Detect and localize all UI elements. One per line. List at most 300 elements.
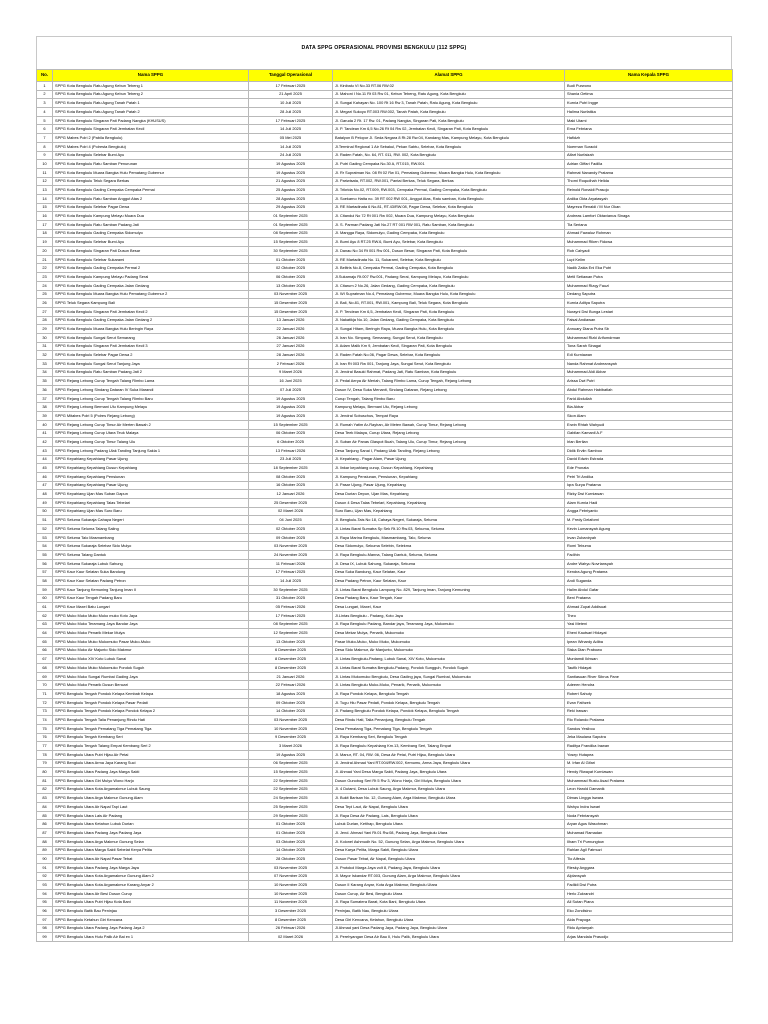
cell-no: 78 bbox=[37, 750, 53, 759]
cell-tanggal-operasional: 29 Agustus 2025 bbox=[249, 203, 333, 212]
cell-nama-kepala-sppg: Herlo Zukrandri bbox=[565, 889, 733, 898]
cell-alamat-sppg: Curup Tengah, Talang Rimbo Baru bbox=[333, 394, 565, 403]
cell-nama-sppg: SPPG Kota Bengkulu Ratu Agung Kebun Tebeng 2 bbox=[53, 90, 249, 99]
cell-nama-kepala-sppg: Fadihin bbox=[565, 551, 733, 560]
cell-tanggal-operasional: 07 Juli 2025 bbox=[249, 386, 333, 395]
table-row bbox=[37, 368, 733, 377]
cell-nama-sppg: SPPG Kota Bengkulu Ratu Agung Tanah Patah 2 bbox=[53, 108, 249, 117]
cell-nama-kepala-sppg: Muhammad Riken Fidowa bbox=[565, 238, 733, 247]
table-row bbox=[37, 168, 733, 177]
cell-nama-sppg: SPPG Kepahiang Kepahiang Talas Tebelari bbox=[53, 499, 249, 508]
cell-tanggal-operasional: 8 Desember 2025 bbox=[249, 916, 333, 925]
cell-nama-kepala-sppg: Leon Harold Damanik bbox=[565, 785, 733, 794]
table-row bbox=[37, 99, 733, 108]
cell-alamat-sppg: Desa Karya Pelita, Marga Sakti, Bengkulu Utara bbox=[333, 846, 565, 855]
cell-tanggal-operasional: 15 Desember 2025 bbox=[249, 307, 333, 316]
cell-alamat-sppg: Jl. 4 Dutami, Desa Lubuk Saung, Arga Makmur, Bengkulu Utara bbox=[333, 785, 565, 794]
cell-no: 67 bbox=[37, 655, 53, 664]
cell-nama-sppg: SPPG Muko Muko XIV Koto Lubuk Sanai bbox=[53, 655, 249, 664]
cell-no: 62 bbox=[37, 611, 53, 620]
cell-tanggal-operasional: 08 September 2025 bbox=[249, 620, 333, 629]
cell-nama-sppg: SPPG Rejang Lebong Bermani Ulu Kampung Melayu bbox=[53, 403, 249, 412]
cell-nama-sppg: SPPG Bengkulu Utara Lais Air Padang bbox=[53, 811, 249, 820]
cell-no: 72 bbox=[37, 698, 53, 707]
cell-alamat-sppg: Jl. Lintas Barat Bengkulu Lampung No. 829, Tanjung Iman, Tanjung Kemuning bbox=[333, 585, 565, 594]
cell-nama-kepala-sppg: Hendy Riwayat Kurniawan bbox=[565, 768, 733, 777]
cell-tanggal-operasional: 3 Maret 2026 bbox=[249, 742, 333, 751]
cell-alamat-sppg: Jl. Raya Desa Air Padang, Lais, Bengkulu Utara bbox=[333, 811, 565, 820]
cell-tanggal-operasional: 28 Juli 2025 bbox=[249, 108, 333, 117]
cell-no: 64 bbox=[37, 629, 53, 638]
cell-alamat-sppg: Jl Ahmad yani Desa Padang Jaya, Padang Jaya, Bengkulu Utara bbox=[333, 924, 565, 933]
table-row bbox=[37, 360, 733, 369]
table-row bbox=[37, 664, 733, 673]
cell-tanggal-operasional: 06 Oktober 2025 bbox=[249, 273, 333, 282]
cell-nama-kepala-sppg: Gabilan Kamanil A.F bbox=[565, 429, 733, 438]
table-row bbox=[37, 481, 733, 490]
cell-nama-kepala-sppg: Rizky Dwi Kurniawan bbox=[565, 490, 733, 499]
table-row bbox=[37, 325, 733, 334]
table-row bbox=[37, 933, 733, 942]
table-row bbox=[37, 768, 733, 777]
cell-nama-sppg: SPPG Bengkulu Tengah Talang Empat Kembang Seri 2 bbox=[53, 742, 249, 751]
cell-alamat-sppg: Jl. Bukit Barisan No. 12, Gunung Alam, Arga Makmur, Bengkulu Utara bbox=[333, 794, 565, 803]
cell-nama-kepala-sppg: M. Fredy Delaforni bbox=[565, 516, 733, 525]
table-row bbox=[37, 646, 733, 655]
cell-tanggal-operasional: 03 November 2025 bbox=[249, 716, 333, 725]
cell-alamat-sppg: Desa Teek Malaya, Curup Utara, Rejang Lebong bbox=[333, 429, 565, 438]
cell-no: 8 bbox=[37, 142, 53, 151]
cell-tanggal-operasional: 19 Agustus 2025 bbox=[249, 168, 333, 177]
cell-nama-kepala-sppg: Budi Purwono bbox=[565, 82, 733, 91]
cell-tanggal-operasional: 01 Oktober 2025 bbox=[249, 255, 333, 264]
cell-nama-kepala-sppg: Iqra Surya Pratama bbox=[565, 481, 733, 490]
cell-tanggal-operasional: 14 Oktober 2025 bbox=[249, 707, 333, 716]
cell-nama-sppg: SPPG Bengkulu Batik Bau Peninjau bbox=[53, 907, 249, 916]
cell-alamat-sppg: Jl.Lintas Bengkulu - Padang, Koto Jaya bbox=[333, 611, 565, 620]
cell-no: 32 bbox=[37, 351, 53, 360]
cell-nama-sppg: SPPG Kaur Tanjung Kemuning Tanjung Iman II bbox=[53, 585, 249, 594]
cell-nama-sppg: SPPG Muko Muko Sungai Rumbai Gading Jaya bbox=[53, 672, 249, 681]
cell-nama-sppg: SPPG Kota Bengkulu Singaran Pati Jembatan Kecil 3 bbox=[53, 342, 249, 351]
cell-nama-sppg: SPPG Seluma Talang Dantuk bbox=[53, 551, 249, 560]
cell-nama-sppg: SPPG Bengkulu Utara Padang Jaya Padang Jaya 2 bbox=[53, 924, 249, 933]
table-row bbox=[37, 134, 733, 143]
cell-alamat-sppg: Jl. Raya Bengkulu Padang, Bandar jaya, Teramang Jaya, Mukomuko bbox=[333, 620, 565, 629]
cell-nama-sppg: SPPG Bengkulu Ketahun Giri Kencana bbox=[53, 916, 249, 925]
cell-nama-sppg: SPPG Kepahiang Ujan Mas Suban Dapun bbox=[53, 490, 249, 499]
cell-nama-sppg: SPPG Kota Bengkulu Gading Cempaka Jalan Gedang bbox=[53, 281, 249, 290]
table-row bbox=[37, 316, 733, 325]
cell-no: 86 bbox=[37, 820, 53, 829]
cell-nama-sppg: SPPG Kota Bengkulu Kampung Melayu Muara Dua bbox=[53, 212, 249, 221]
cell-tanggal-operasional: 14 Juli 2025 bbox=[249, 142, 333, 151]
table-row bbox=[37, 907, 733, 916]
cell-alamat-sppg: Jl. Pariwisata, RT.002, RW.001, Pantai Berkas, Teluk Segara, Berkas bbox=[333, 177, 565, 186]
cell-nama-sppg: SPPG Bengkulu Utara Kota Argamakmur Karang Anyar 2 bbox=[53, 881, 249, 890]
cell-tanggal-operasional: 9 Maret 2026 bbox=[249, 368, 333, 377]
cell-nama-kepala-sppg: Andi Suganda bbox=[565, 577, 733, 586]
table-row bbox=[37, 855, 733, 864]
cell-tanggal-operasional: 13 Januari 2026 bbox=[249, 316, 333, 325]
cell-no: 33 bbox=[37, 360, 53, 369]
cell-nama-sppg: SPPG Kota Bengkulu Sungai Serut Tanjung Jaya bbox=[53, 360, 249, 369]
cell-tanggal-operasional: 01 Oktober 2025 bbox=[249, 829, 333, 838]
cell-nama-kepala-sppg: Reinold Ronaldi Prasojo bbox=[565, 186, 733, 195]
cell-nama-kepala-sppg: Annuary Diana Putra Sb bbox=[565, 325, 733, 334]
cell-tanggal-operasional: 03 November 2025 bbox=[249, 290, 333, 299]
cell-alamat-sppg: Jl. RE Martadinata No. 11, Sukarami, Selebar, Kota Bengkulu bbox=[333, 255, 565, 264]
cell-tanggal-operasional: 04 Juni 2025 bbox=[249, 516, 333, 525]
cell-nama-kepala-sppg: Rio Rolando Pratama bbox=[565, 716, 733, 725]
cell-tanggal-operasional: 29 September 2025 bbox=[249, 811, 333, 820]
cell-tanggal-operasional: 02 Maret 2026 bbox=[249, 933, 333, 942]
table-row bbox=[37, 264, 733, 273]
cell-nama-kepala-sppg: Ahmad Fawaluz Rohman bbox=[565, 229, 733, 238]
cell-tanggal-operasional: 01 September 2025 bbox=[249, 221, 333, 230]
cell-tanggal-operasional: 10 Juli 2025 bbox=[249, 99, 333, 108]
cell-alamat-sppg: Jl. Lintas Bengkulu Muko-Muko, Penarik, Penarik, Mukomuko bbox=[333, 681, 565, 690]
cell-no: 69 bbox=[37, 672, 53, 681]
cell-no: 40 bbox=[37, 420, 53, 429]
cell-nama-sppg: SPPG Bengkulu Utara Putri Hijau Air Petai bbox=[53, 750, 249, 759]
cell-nama-sppg: SPPG Kota Bengkulu Selebar Bumi Ayu bbox=[53, 238, 249, 247]
cell-nama-sppg: SPPG Bengkulu Tengah Pondok Kelapa Pondok Kelapa 2 bbox=[53, 707, 249, 716]
cell-nama-kepala-sppg: Erna Febriana bbox=[565, 125, 733, 134]
cell-nama-kepala-sppg: Didik Erviin Samboo bbox=[565, 446, 733, 455]
cell-no: 44 bbox=[37, 455, 53, 464]
cell-alamat-sppg: Jl.Sukamaju Rt.007 Rw.001, Padang Serai, Kampung Melayu, Kota Bengkulu bbox=[333, 273, 565, 282]
cell-tanggal-operasional: 24 November 2025 bbox=[249, 551, 333, 560]
cell-tanggal-operasional: 28 Januari 2026 bbox=[249, 351, 333, 360]
cell-no: 63 bbox=[37, 620, 53, 629]
cell-nama-kepala-sppg: Romi Tebuma bbox=[565, 542, 733, 551]
cell-alamat-sppg: Jl. Bumi Ayu 8 RT.25 RW.6, Bumi Ayu, Selebar, Kota Bengkulu bbox=[333, 238, 565, 247]
document-title-row bbox=[36, 36, 732, 59]
cell-no: 15 bbox=[37, 203, 53, 212]
cell-nama-kepala-sppg: Edi Kurniawan bbox=[565, 351, 733, 360]
cell-no: 82 bbox=[37, 785, 53, 794]
cell-tanggal-operasional: 05 Februari 2026 bbox=[249, 603, 333, 612]
cell-nama-kepala-sppg: Yosep Hutapea bbox=[565, 750, 733, 759]
cell-alamat-sppg: Jl. Mangga Raya, Sidomulyo, Gading Cempaka, Kota Bengkulu bbox=[333, 229, 565, 238]
cell-alamat-sppg: Jl. Sungai Hitam, Beringin Raya, Muara Bangka Hulu, Kota Bengkulu bbox=[333, 325, 565, 334]
cell-alamat-sppg: Jl. Kolonel Ashmudh No. 52, Gunung Selan, Arga Makmur, Bengkulu Utara bbox=[333, 837, 565, 846]
cell-tanggal-operasional: 27 Januari 2026 bbox=[249, 342, 333, 351]
cell-nama-sppg: SPPG Kota Bengkulu Selebar Sukarami bbox=[53, 255, 249, 264]
cell-no: 47 bbox=[37, 481, 53, 490]
cell-no: 79 bbox=[37, 759, 53, 768]
cell-alamat-sppg: Desa Giri Kencana, Ketahun, Bengkulu Utara bbox=[333, 916, 565, 925]
cell-alamat-sppg: Jl. Raya Pondok Kelapa, Bengkulu Tengah bbox=[333, 690, 565, 699]
cell-no: 60 bbox=[37, 594, 53, 603]
cell-nama-kepala-sppg: Theo bbox=[565, 611, 733, 620]
cell-alamat-sppg: Desa Sidomulyo, Sekuma Selebin, Selekma bbox=[333, 542, 565, 551]
table-row bbox=[37, 672, 733, 681]
table-row bbox=[37, 742, 733, 751]
cell-nama-sppg: SPPG Kota Bengkulu Muara Bangka Hulu Pematang Gubernur bbox=[53, 168, 249, 177]
cell-nama-sppg: SPPG Kota Bengkulu Gading Cempaka Cempaka Permai bbox=[53, 186, 249, 195]
cell-nama-sppg: SPPG Teluk Segara Kampung Bali bbox=[53, 299, 249, 308]
cell-no: 3 bbox=[37, 99, 53, 108]
cell-tanggal-operasional: 3 Desember 2025 bbox=[249, 907, 333, 916]
table-row bbox=[37, 307, 733, 316]
cell-no: 99 bbox=[37, 933, 53, 942]
cell-nama-sppg: SPPG Rejang Lebong Curup Timur Talang Ulu bbox=[53, 438, 249, 447]
cell-alamat-sppg: Jl. Raya Bengkulu-Manna, Talang Dantuk, Seluma, Seluma bbox=[333, 551, 565, 560]
cell-alamat-sppg: Jl. RE Martadinata 6 No.81, RT.43/RW.08, Pagar Dewa, Selebar, Kota Bengkulu bbox=[333, 203, 565, 212]
cell-no: 48 bbox=[37, 490, 53, 499]
cell-alamat-sppg: Peninjau, Batik Nau, Bengkulu Utara bbox=[333, 907, 565, 916]
table-row bbox=[37, 377, 733, 386]
cell-no: 2 bbox=[37, 90, 53, 99]
cell-nama-kepala-sppg: Ahmad Zupat Addisuat bbox=[565, 603, 733, 612]
cell-no: 55 bbox=[37, 551, 53, 560]
table-row bbox=[37, 116, 733, 125]
cell-alamat-sppg: Jl. Bali, No.81, RT.001, RW.001, Kampung Bali, Teluk Segara, Kota Bengkulu bbox=[333, 299, 565, 308]
cell-nama-kepala-sppg: Fadildi Dwi Putra bbox=[565, 881, 733, 890]
cell-nama-sppg: SPPG Muko Muko Penarik Dusun Bencari bbox=[53, 681, 249, 690]
cell-nama-kepala-sppg: Bia Akbar bbox=[565, 403, 733, 412]
cell-alamat-sppg: Jl. linkar kepahiang curup, Dusun Kepahiang, Kepahiang bbox=[333, 464, 565, 473]
table-row bbox=[37, 733, 733, 742]
cell-nama-sppg: SPPG Kota Bengkulu Muara Bangka Hulu Pematang Gubernur 2 bbox=[53, 290, 249, 299]
cell-nama-kepala-sppg: Santiasuan River Sibrus Pane bbox=[565, 672, 733, 681]
cell-tanggal-operasional: 17 Februari 2025 bbox=[249, 82, 333, 91]
table-row bbox=[37, 455, 733, 464]
cell-alamat-sppg: Jl. Iran Rt 003 Rw 001, Tanjung Jaya, Sungai Serut, Kota Bengkulu bbox=[333, 360, 565, 369]
cell-alamat-sppg: Dusun Curup, Air Besi, Bengkulu Utara bbox=[333, 889, 565, 898]
document-body bbox=[36, 36, 732, 942]
cell-nama-sppg: SPPG Kota Bengkulu Singaran Pati Dusun Besar bbox=[53, 247, 249, 256]
cell-nama-sppg: SPPG Bengkulu Utara Arga Makmur Gunung Selan bbox=[53, 837, 249, 846]
title-spacer bbox=[36, 59, 732, 69]
cell-tanggal-operasional: 10 November 2025 bbox=[249, 724, 333, 733]
cell-alamat-sppg: Pasar Muko-Muko, Muko Muko, Mukomuko bbox=[333, 638, 565, 647]
cell-nama-kepala-sppg: Abdul Rahman Habibatlah bbox=[565, 386, 733, 395]
cell-nama-sppg: SPPG Kaur Kaur Selatan Padang Petron bbox=[53, 577, 249, 586]
cell-tanggal-operasional: 13 Oktober 2025 bbox=[249, 281, 333, 290]
table-row bbox=[37, 403, 733, 412]
cell-tanggal-operasional: 08 Oktober 2025 bbox=[249, 472, 333, 481]
cell-no: 10 bbox=[37, 160, 53, 169]
cell-no: 30 bbox=[37, 333, 53, 342]
table-row bbox=[37, 160, 733, 169]
table-row bbox=[37, 750, 733, 759]
cell-no: 18 bbox=[37, 229, 53, 238]
cell-tanggal-operasional: 08 September 2025 bbox=[249, 229, 333, 238]
cell-alamat-sppg: Desa Padang Baru, Kaur Tengah, Kaur bbox=[333, 594, 565, 603]
cell-nama-sppg: SPPG Kota Bengkulu Singaran Pati Jembatan Kecil bbox=[53, 125, 249, 134]
cell-tanggal-operasional: 22 September 2025 bbox=[249, 785, 333, 794]
cell-alamat-sppg: Jl. Rumah Yatim Ar-Rayhan, Air Meten Bawah, Curup Timur, Rejang Lebong bbox=[333, 420, 565, 429]
cell-tanggal-operasional: 14 Oktober 2025 bbox=[249, 846, 333, 855]
cell-alamat-sppg: Desa Mekar Mulya, Penarik, Mukomuko bbox=[333, 629, 565, 638]
cell-nama-kepala-sppg: Ilham Tri Purnungtow bbox=[565, 837, 733, 846]
cell-no: 17 bbox=[37, 221, 53, 230]
cell-alamat-sppg: Jl. Bengkulu-Tais No 18, Cahaya Negeri, Sukaraja, Seluma bbox=[333, 516, 565, 525]
cell-nama-kepala-sppg: Muhammad Rustu Asad Pratama bbox=[565, 777, 733, 786]
table-row bbox=[37, 551, 733, 560]
cell-nama-sppg: SPPG Muko Muko Muko Mukomuko Pondok Suguh bbox=[53, 664, 249, 673]
cell-alamat-sppg: Jl. Tugu Hiu Pasar Pedati, Pondok Kelapa, Bengkulu Tengah bbox=[333, 698, 565, 707]
cell-nama-sppg: SPPG Kota Bengkulu Ratu Agung Kebun Tebeng 1 bbox=[53, 82, 249, 91]
cell-no: 16 bbox=[37, 212, 53, 221]
cell-no: 28 bbox=[37, 316, 53, 325]
cell-alamat-sppg: Jl. Lintas Bengkulu-Padang, Lubuk Sanai, XIV Koto, Mukomuko bbox=[333, 655, 565, 664]
cell-nama-kepala-sppg: Beni Pratama bbox=[565, 594, 733, 603]
cell-tanggal-operasional: 15 September 2025 bbox=[249, 238, 333, 247]
cell-nama-kepala-sppg: Andreas Lamfort Oktavianus Sinaga bbox=[565, 212, 733, 221]
table-row bbox=[37, 759, 733, 768]
cell-alamat-sppg: Jl. Raya Bengkulu Kepahiang Km.13, Kembang Seri, Talang Empat bbox=[333, 742, 565, 751]
table-row bbox=[37, 142, 733, 151]
cell-nama-sppg: SPPG Bengkulu Utara Putri Hijau Kota Bani bbox=[53, 898, 249, 907]
column-header-nama-sppg: Nama SPPG bbox=[53, 70, 249, 82]
table-row bbox=[37, 594, 733, 603]
column-header-tanggal-operasional: Tanggal Operasional bbox=[249, 70, 333, 82]
cell-alamat-sppg: Jl. Rr Supratman No. 08 Rt 02 Rw 01, Pematang Gubernur, Muara Bangka Hulu, Kota Bengkulu bbox=[333, 168, 565, 177]
cell-no: 39 bbox=[37, 412, 53, 421]
cell-nama-sppg: SPPG Kaur Maxel Batu Lungari bbox=[53, 603, 249, 612]
cell-nama-kepala-sppg: Noerman Suracid bbox=[565, 142, 733, 151]
table-row bbox=[37, 394, 733, 403]
cell-alamat-sppg: Lubuk Durian, Ketihap, Bengkulu Utara bbox=[333, 820, 565, 829]
cell-no: 85 bbox=[37, 811, 53, 820]
cell-no: 66 bbox=[37, 646, 53, 655]
cell-tanggal-operasional: 06 Oktober 2025 bbox=[249, 429, 333, 438]
cell-nama-sppg: SPPG Rejang Lebong Curup Tengah Talang Rimbo Baru bbox=[53, 394, 249, 403]
table-row bbox=[37, 90, 733, 99]
cell-nama-kepala-sppg: Alam Kurnia Hadi bbox=[565, 499, 733, 508]
table-row bbox=[37, 542, 733, 551]
cell-no: 96 bbox=[37, 907, 53, 916]
cell-tanggal-operasional: 02 Oktober 2025 bbox=[249, 264, 333, 273]
cell-alamat-sppg: Dusun Pasar Tebat, Air Napal, Bengkulu Utara bbox=[333, 855, 565, 864]
cell-nama-sppg: SPPG Mabes Polri 2 (Pabila Bengkulu) bbox=[53, 134, 249, 143]
table-row bbox=[37, 559, 733, 568]
table-row bbox=[37, 690, 733, 699]
cell-nama-kepala-sppg: Nanda Rahmat Andreansyah bbox=[565, 360, 733, 369]
cell-alamat-sppg: Jl. Lintas Barat Sumatra Bengkulu-Padang, Pondok Sungguh, Pondok Suguh bbox=[333, 664, 565, 673]
cell-tanggal-operasional: 24 September 2025 bbox=[249, 794, 333, 803]
cell-no: 42 bbox=[37, 438, 53, 447]
cell-nama-kepala-sppg: Nadik Zakia Eni Eka Putri bbox=[565, 264, 733, 273]
table-row bbox=[37, 577, 733, 586]
cell-no: 93 bbox=[37, 881, 53, 890]
cell-alamat-sppg: Jl. Soekarno Hatta no. 39 RT 002 RW 001, Anggut Atas, Ratu samban, Kota Bengkulu bbox=[333, 194, 565, 203]
cell-nama-sppg: SPPG Rejang Lebong Curup Utara Teuk Malaya bbox=[53, 429, 249, 438]
cell-nama-sppg: SPPG Bengkulu Tengah Pematang Tiga Pematang Tiga bbox=[53, 724, 249, 733]
cell-nama-kepala-sppg: Tio Alfesia bbox=[565, 855, 733, 864]
cell-nama-sppg: SPPG Seluma Sukaraja Selebar Sido Mulyo bbox=[53, 542, 249, 551]
cell-nama-kepala-sppg: Alda Prayoga bbox=[565, 916, 733, 925]
column-header-nama-kepala-sppg: Nama Kepala SPPG bbox=[565, 70, 733, 82]
cell-nama-kepala-sppg: Farid Abdullah bbox=[565, 394, 733, 403]
table-row bbox=[37, 872, 733, 881]
cell-nama-sppg: SPPG Bengkulu Utara Padang Jaya Marga Sakti bbox=[53, 768, 249, 777]
cell-nama-kepala-sppg: Irvan Zubaniryah bbox=[565, 533, 733, 542]
table-row bbox=[37, 221, 733, 230]
cell-no: 7 bbox=[37, 134, 53, 143]
cell-no: 29 bbox=[37, 325, 53, 334]
cell-nama-kepala-sppg: Arjas Mandala Prasodjo bbox=[565, 933, 733, 942]
cell-alamat-sppg: Jl. Padang Bengkulu Pondok Kelapa, Pondok Kelapa, Bengkulu Tengah bbox=[333, 707, 565, 716]
cell-nama-sppg: SPPG Bengkulu Utara Giri Mulyo Wono Harjo bbox=[53, 777, 249, 786]
cell-alamat-sppg: Jl. Belitris No.8, Cempaka Permai, Gading Cempaka, Kota Bengkulu bbox=[333, 264, 565, 273]
cell-nama-kepala-sppg: Dedang Saputra bbox=[565, 290, 733, 299]
table-row bbox=[37, 829, 733, 838]
table-row bbox=[37, 811, 733, 820]
cell-alamat-sppg: Suro Baru, Ujan Mas, Kepahiang bbox=[333, 507, 565, 516]
cell-nama-kepala-sppg: Muntamdi Ikhwan bbox=[565, 655, 733, 664]
cell-no: 84 bbox=[37, 803, 53, 812]
cell-alamat-sppg: Jl. Jendral Basuki Rahmat, Padang Jati, Ratu Samban, Kota Bengkulu bbox=[333, 368, 565, 377]
table-row bbox=[37, 916, 733, 925]
table-row bbox=[37, 525, 733, 534]
cell-no: 34 bbox=[37, 368, 53, 377]
cell-alamat-sppg: Dusun Gunobog Seri Rt 5 Rw 3, Wono Harjo, Giri Mulya, Bengkulu Utara bbox=[333, 777, 565, 786]
cell-alamat-sppg: Desa Rindu Hati, Talia Penanjung, Bengkulu Tengah bbox=[333, 716, 565, 725]
table-row bbox=[37, 429, 733, 438]
cell-alamat-sppg: Jl. S. Parman Padang Jati No.27 RT 001 RW 001, Ratu Samban, Kota Bengkulu bbox=[333, 221, 565, 230]
cell-no: 89 bbox=[37, 846, 53, 855]
cell-nama-kepala-sppg: Mayreza Renaldi / M Nur Okan bbox=[565, 203, 733, 212]
table-row bbox=[37, 299, 733, 308]
cell-tanggal-operasional: 21 Januari 2026 bbox=[249, 672, 333, 681]
table-row bbox=[37, 611, 733, 620]
cell-alamat-sppg: Desa Durian Depun, Ujan Mas, Kepahiang bbox=[333, 490, 565, 499]
cell-nama-sppg: SPPG Kota Bengkulu Muara Bangka Hulu Beringin Raya bbox=[53, 325, 249, 334]
cell-nama-kepala-sppg: Arissa Dwi Putri bbox=[565, 377, 733, 386]
cell-tanggal-operasional: 14 Juli 2025 bbox=[249, 125, 333, 134]
cell-nama-sppg: SPPG Bengkulu Tengah Pondok Kelapa Kembab Kelapa bbox=[53, 690, 249, 699]
cell-alamat-sppg: Jl. WI Supratman No.4, Pematang Gubernur, Muara Bangka Hulu, Kota Bengkulu bbox=[333, 290, 565, 299]
cell-alamat-sppg: Dusun II Karang Anyar, Kota Arga Makmur, Bengkulu Utara bbox=[333, 881, 565, 890]
cell-nama-sppg: SPPG Bengkulu Utara Kota Argamakmur Gunung Alam 2 bbox=[53, 872, 249, 881]
table-row bbox=[37, 803, 733, 812]
page-title: DATA SPPG OPERASIONAL PROVINSI BENGKULU (112 SPPG) bbox=[301, 45, 467, 51]
cell-no: 6 bbox=[37, 125, 53, 134]
cell-alamat-sppg: Jl. Lintas Barat Sumatra Sp Sek Rt.10 Rw.03, Sekuma, Seluma bbox=[333, 525, 565, 534]
cell-nama-sppg: SPPG Muko Muko Muko Mukomuko Pasar Muko-Muko bbox=[53, 638, 249, 647]
cell-nama-kepala-sppg: Ipean Winardy Adiba bbox=[565, 638, 733, 647]
cell-no: 54 bbox=[37, 542, 53, 551]
cell-alamat-sppg: Jl. Trikrida No.02, RT.009, RW.003, Cempaka Permai, Gading Cempaka, Kota Bengkulu bbox=[333, 186, 565, 195]
cell-alamat-sppg: Jl. Manur, RT. 04, RW. 06, Desa Air Petai, Putri Hijau, Bengkulu Utara bbox=[333, 750, 565, 759]
table-row bbox=[37, 794, 733, 803]
table-row bbox=[37, 438, 733, 447]
cell-nama-kepala-sppg: Tia Seriana bbox=[565, 221, 733, 230]
table-row bbox=[37, 603, 733, 612]
cell-no: 11 bbox=[37, 168, 53, 177]
cell-alamat-sppg: Jl. Raden Fatah No.06, Pagar Dewa, Selebar, Kota Bengkulu bbox=[333, 351, 565, 360]
cell-alamat-sppg: Jl. Kinibalu VI No.33 RT.06 RW.02 bbox=[333, 82, 565, 91]
cell-alamat-sppg: Jl. P. Tandean Km 6,5 No.26 Rt 04 Rw 02, Jembatan Kecil, Singaran Pati, Kota Bengkulu bbox=[333, 125, 565, 134]
cell-no: 31 bbox=[37, 342, 53, 351]
cell-nama-sppg: SPPG Kota Bengkulu Gading Cempaka Jalan Gedang 2 bbox=[53, 316, 249, 325]
cell-alamat-sppg: Desa Padang Petron, Kaur Selatan, Kaur bbox=[333, 577, 565, 586]
cell-no: 74 bbox=[37, 716, 53, 725]
table-row bbox=[37, 351, 733, 360]
cell-nama-sppg: SPPG Mitabes Polri 5 (Polres Rejang Lebong) bbox=[53, 412, 249, 421]
cell-nama-kepala-sppg: Aryan Agus Wasohman bbox=[565, 820, 733, 829]
table-row bbox=[37, 681, 733, 690]
cell-no: 81 bbox=[37, 777, 53, 786]
cell-nama-kepala-sppg: Erwin Rhtah Wahyudi bbox=[565, 420, 733, 429]
table-row bbox=[37, 472, 733, 481]
cell-no: 91 bbox=[37, 863, 53, 872]
